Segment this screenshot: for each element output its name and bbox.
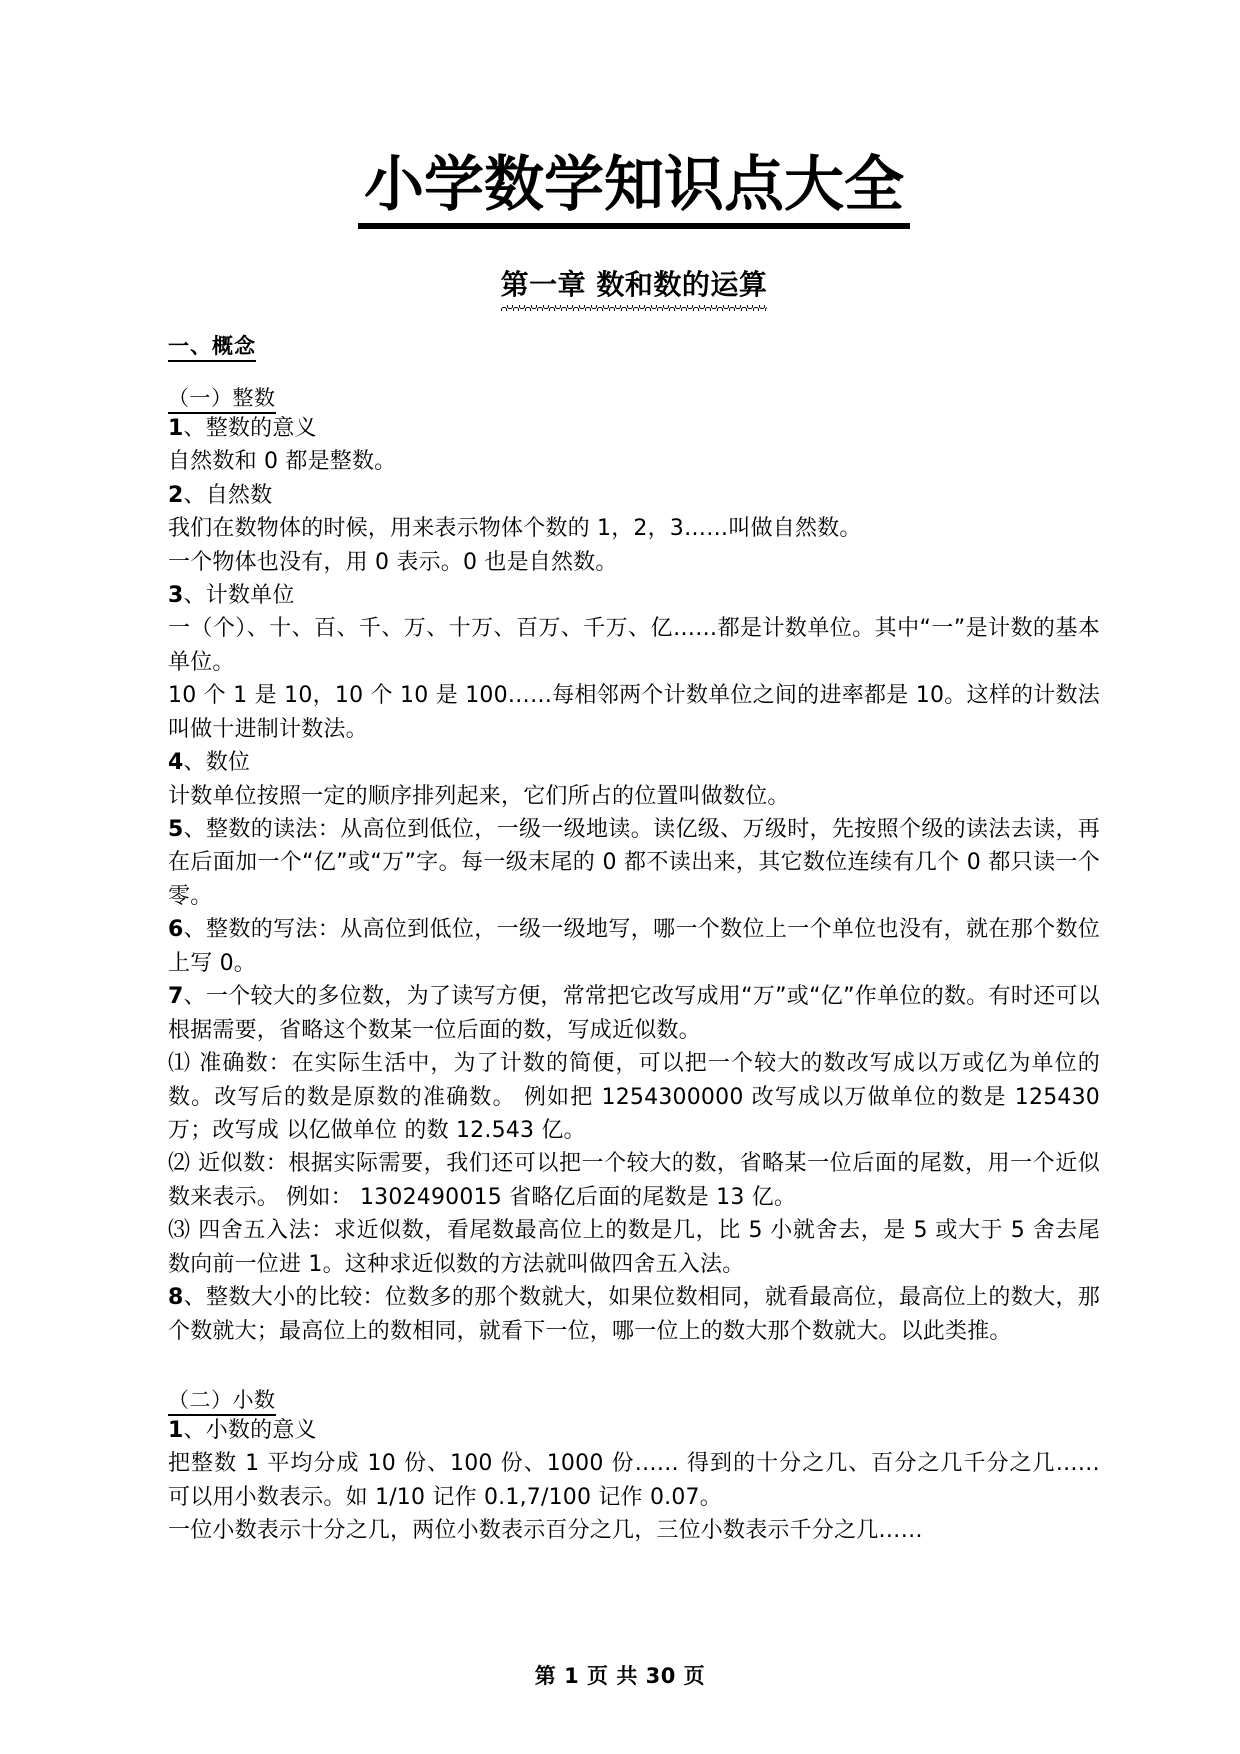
paragraph: 一个物体也没有，用 0 表示。0 也是自然数。 xyxy=(168,549,618,575)
list-item xyxy=(168,479,1100,512)
sub-list-item: ⑶ 四舍五入法：求近似数，看尾数最高位上的数是几，比 5 小就舍去，是 5 或大于 5 舍去尾数向前一位进 1。这种求近似数的方法就叫做四舍五入法。 xyxy=(168,1218,1100,1277)
subsection-heading-integers xyxy=(168,382,1100,412)
paragraph: 我们在数物体的时候，用来表示物体个数的 1，2，3……叫做自然数。 xyxy=(168,516,862,542)
item-number: 2 xyxy=(168,482,184,508)
item-body: 、整数的写法：从高位到低位，一级一级地写，哪一个数位上一个单位也没有，就在那个数位上写 0。 xyxy=(168,917,1100,976)
paragraph: 一位小数表示十分之几，两位小数表示百分之几，三位小数表示千分之几…… xyxy=(168,1518,923,1544)
page-title: 小学数学知识点大全 xyxy=(358,150,910,229)
list-item xyxy=(168,813,1100,913)
list-item xyxy=(168,579,1100,612)
chapter-heading: 第一章 数和数的运算 xyxy=(501,263,768,312)
item-title: 、数位 xyxy=(183,750,251,776)
list-item xyxy=(168,1414,1100,1447)
page-footer: 第 1 页 共 30 页 xyxy=(534,1664,706,1688)
item-number: 1 xyxy=(168,415,184,441)
item-number: 4 xyxy=(168,750,184,776)
item-number: 8 xyxy=(168,1285,184,1311)
list-item xyxy=(168,412,1100,445)
paragraph: 一（个）、十、百、千、万、十万、百万、千万、亿……都是计数单位。其中“一”是计数的基本单位。 xyxy=(168,616,1100,675)
item-number: 1 xyxy=(168,1418,184,1444)
item-title: 、整数的意义 xyxy=(183,415,317,441)
item-body: 、整数大小的比较：位数多的那个数就大，如果位数相同，就看最高位，最高位上的数大，那个数就大；最高位上的数相同，就看下一位，哪一位上的数大那个数就大。以此类推。 xyxy=(168,1285,1100,1344)
document-title-container xyxy=(168,150,1100,229)
item-number: 6 xyxy=(168,917,184,943)
item-title: 、小数的意义 xyxy=(183,1418,317,1444)
paragraph: 把整数 1 平均分成 10 份、100 份、1000 份…… 得到的十分之几、百分之几千分之几…… 可以用小数表示。如 1/10 记作 0.1,7/100 记作 0.07。 xyxy=(168,1451,1100,1510)
item-number: 3 xyxy=(168,582,184,608)
spacer xyxy=(168,1348,1100,1370)
list-item xyxy=(168,1281,1100,1348)
subsection-heading-text: （一）整数 xyxy=(168,386,276,414)
item-title: 、自然数 xyxy=(183,482,273,508)
item-title: 、计数单位 xyxy=(183,582,295,608)
paragraph: 10 个 1 是 10，10 个 10 是 100……每相邻两个计数单位之间的进率都是 10。这样的计数法叫做十进制计数法。 xyxy=(168,683,1100,742)
item-number: 7 xyxy=(168,984,184,1010)
list-item xyxy=(168,913,1100,980)
sub-list-item: ⑵ 近似数：根据实际需要，我们还可以把一个较大的数，省略某一位后面的尾数，用一个近似数来表示。 例如： 1302490015 省略亿后面的尾数是 13 亿。 xyxy=(168,1151,1100,1210)
section-heading-text: 一、概念 xyxy=(168,334,256,362)
sub-list-item: ⑴ 准确数：在实际生活中，为了计数的简便，可以把一个较大的数改写成以万或亿为单位的数。改写后的数是原数的准确数。 例如把 1254300000 改写成以万做单位的数是 125430 万；改写成 以亿做单位 的数 12.543 亿。 xyxy=(168,1051,1100,1143)
paragraph: 自然数和 0 都是整数。 xyxy=(168,449,397,475)
list-item xyxy=(168,746,1100,779)
item-number: 5 xyxy=(168,817,184,843)
section-heading xyxy=(168,330,1100,360)
subsection-heading-decimals xyxy=(168,1384,1100,1414)
subsection-heading-text: （二）小数 xyxy=(168,1388,276,1416)
chapter-heading-container xyxy=(168,263,1100,312)
list-item xyxy=(168,980,1100,1047)
item-body: 、一个较大的多位数，为了读写方便，常常把它改写成用“万”或“亿”作单位的数。有时还可以根据需要，省略这个数某一位后面的数，写成近似数。 xyxy=(168,984,1100,1043)
paragraph: 计数单位按照一定的顺序排列起来，它们所占的位置叫做数位。 xyxy=(168,783,790,809)
item-body: 、整数的读法：从高位到低位，一级一级地读。读亿级、万级时，先按照个级的读法去读，再在后面加一个“亿”或“万”字。每一级末尾的 0 都不读出来，其它数位连续有几个 0 都只读一个零。 xyxy=(168,817,1100,909)
